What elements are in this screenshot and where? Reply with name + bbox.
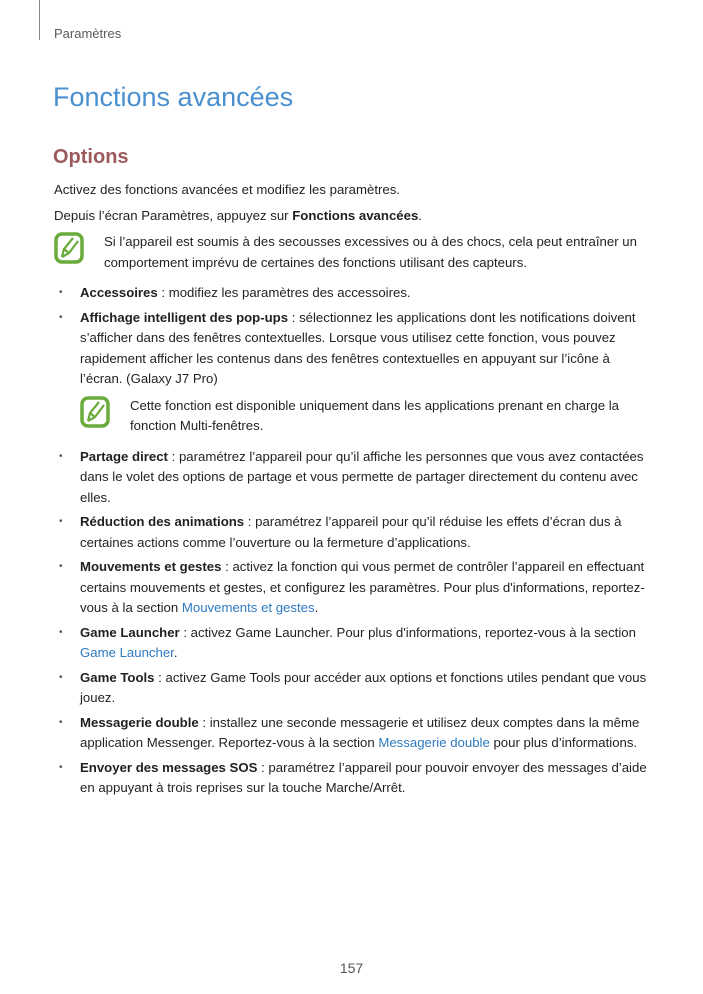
item-label: Réduction des animations xyxy=(80,514,245,529)
link-messagerie-double[interactable]: Messagerie double xyxy=(378,735,490,750)
item-text: : modifiez les paramètres des accessoires. xyxy=(157,285,411,300)
page-content xyxy=(54,180,654,803)
item-text-after: pour plus d’informations. xyxy=(489,735,638,750)
item-label: Envoyer des messages SOS xyxy=(80,759,258,775)
intro-line-2-text: Depuis l’écran Paramètres, appuyez sur xyxy=(54,207,293,223)
item-label: Partage direct xyxy=(80,448,168,464)
item-text: : paramétrez l’appareil pour qu’il réduise les effets d’écran dus à certaines actions comme l’ouverture ou la fermeture d’applications. xyxy=(80,514,622,550)
list-item-sos xyxy=(54,758,654,799)
list-item-reduction-animations xyxy=(54,512,654,553)
page-number: 157 xyxy=(339,960,364,976)
note-pen-icon xyxy=(54,232,84,264)
item-label: Accessoires xyxy=(80,285,158,300)
item-label: Mouvements et gestes xyxy=(80,559,222,574)
section-subtitle: Options xyxy=(53,146,129,168)
intro-line-2-suffix: . xyxy=(418,207,422,223)
list-item-messagerie-double xyxy=(54,713,654,754)
item-text-after: . xyxy=(314,600,319,615)
list-item-game-launcher xyxy=(54,623,654,664)
item-label: Game Launcher xyxy=(80,624,180,640)
page-title: Fonctions avancées xyxy=(53,82,294,112)
item-label: Affichage intelligent des pop-ups xyxy=(80,309,289,325)
item-text-after: . xyxy=(173,645,178,660)
section-header: Paramètres xyxy=(54,26,122,41)
intro-line-1: Activez des fonctions avancées et modifiez les paramètres. xyxy=(54,182,400,197)
item-text: : activez Game Tools pour accéder aux options et fonctions utiles pendant que vous jouez. xyxy=(80,669,647,705)
item-text: : sélectionnez les applications dont les notifications doivent s’afficher dans des fenêtres contextuelles. Lorsque vous utilisez cette fonction, vous pouvez rapidement afficher les contenus dans des fenêtres contextuelles en appuyant sur l’icône à l’écran. (Galaxy J7 Pro) xyxy=(80,309,636,386)
note-pen-icon xyxy=(80,396,110,428)
options-list xyxy=(54,283,654,799)
list-item-partage-direct xyxy=(54,447,654,509)
note-multiwindow xyxy=(80,396,654,437)
note-main-text: Si l’appareil est soumis à des secousses excessives ou à des chocs, cela peut entraîner un comportement imprévu de certaines des fonctions utilisant des capteurs. xyxy=(104,234,637,270)
link-mouvements-gestes[interactable]: Mouvements et gestes xyxy=(181,600,315,615)
intro-line-2 xyxy=(54,206,654,227)
item-label: Game Tools xyxy=(80,669,155,685)
item-text: : paramétrez l’appareil pour pouvoir envoyer des messages d’aide en appuyant à trois reprises sur la touche Marche/Arrêt. xyxy=(80,759,647,795)
note-main xyxy=(54,232,654,273)
list-item-affichage-popups xyxy=(54,308,654,437)
link-game-launcher[interactable]: Game Launcher xyxy=(80,645,174,660)
item-text: : installez une seconde messagerie et utilisez deux comptes dans la même application Messenger. Reportez-vous à la section xyxy=(80,714,640,750)
item-label: Messagerie double xyxy=(80,714,199,730)
header-divider xyxy=(39,0,40,40)
note-multiwindow-text: Cette fonction est disponible uniquement dans les applications prenant en charge la fonction Multi-fenêtres. xyxy=(130,397,619,433)
item-text: : activez Game Launcher. Pour plus d'informations, reportez-vous à la section xyxy=(179,624,636,640)
item-text: : activez la fonction qui vous permet de contrôler l’appareil en effectuant certains mouvements et gestes, et configurez les paramètres. Pour plus d'informations, reportez-vous à la section xyxy=(80,559,645,615)
list-item-game-tools xyxy=(54,668,654,709)
list-item-mouvements-gestes xyxy=(54,557,654,619)
list-item-accessoires xyxy=(54,283,654,304)
item-text: : paramétrez l’appareil pour qu’il affiche les personnes que vous avez contactées dans le volet des options de partage et vous permette de partager directement du contenu avec elles. xyxy=(80,448,644,505)
intro-line-2-bold: Fonctions avancées xyxy=(292,207,419,223)
